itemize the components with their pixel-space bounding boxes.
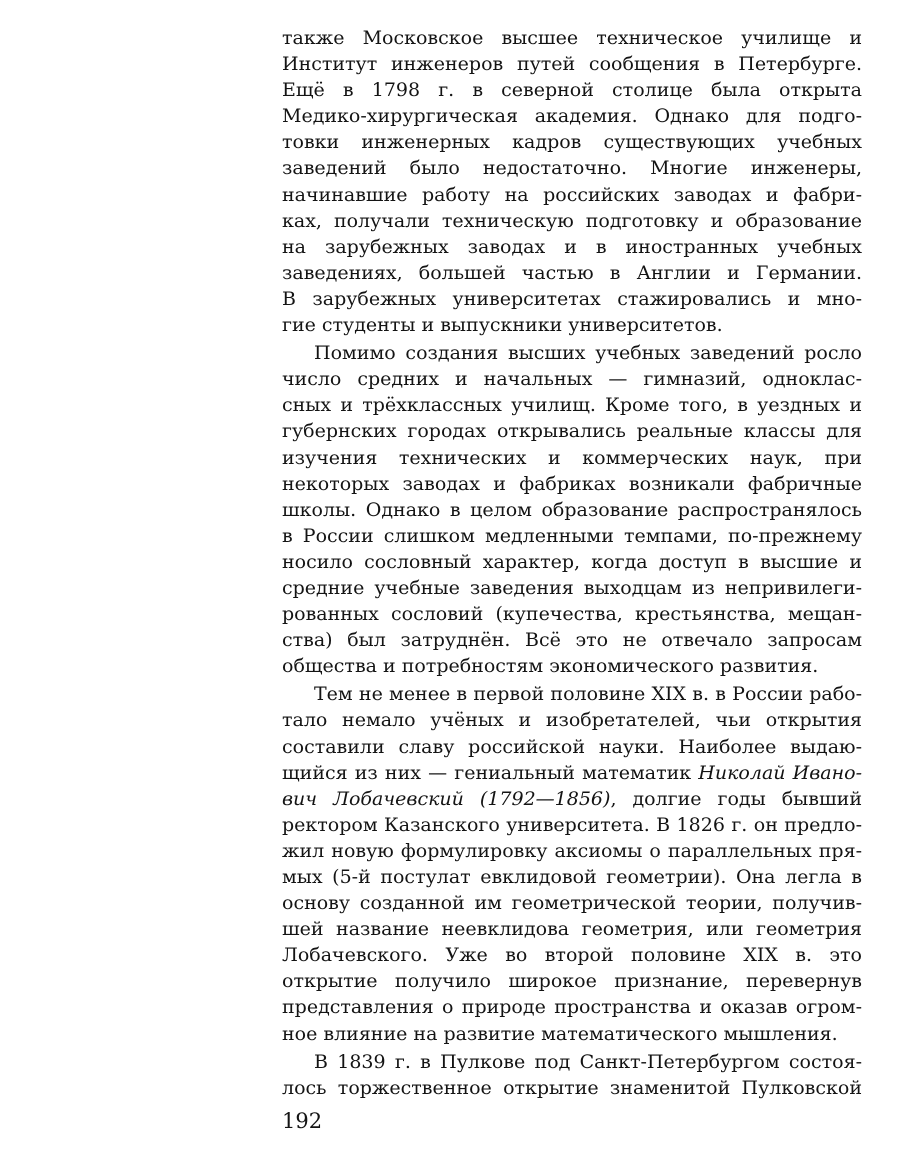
text-line: школы. Однако в целом образование распространялось	[282, 498, 862, 521]
person-name-italic: Николай Ивано-	[698, 761, 862, 784]
text-line: Ещё в 1798 г. в северной столице была открыта	[282, 79, 862, 102]
paragraph-4	[282, 1049, 862, 1101]
text-line: В 1839 г. в Пулкове под Санкт-Петербургом состоя-	[314, 1050, 862, 1073]
text-line: средние учебные заведения выходцам из непривилеги-	[282, 576, 862, 599]
text-line: мых (5-й постулат евклидовой геометрии). Она легла в	[282, 866, 862, 888]
text-line: носило сословный характер, когда доступ в высшие и	[282, 550, 862, 573]
text-line: Институт инженеров путей сообщения в Петербурге.	[282, 53, 862, 76]
text-line: на зарубежных заводах и в иностранных учебных	[282, 235, 862, 258]
text-line: представления о природе пространства и оказав огром-	[282, 996, 862, 1019]
text-line: Медико-хирургическая академия. Однако для подго-	[282, 105, 862, 128]
paragraph-3	[282, 681, 862, 1046]
text-line: общества и потребностям экономического развития.	[282, 655, 819, 678]
text-line: В зарубежных университетах стажировались и мно-	[282, 287, 862, 310]
text-line: тало немало учёных и изобретателей, чьи открытия	[282, 709, 862, 732]
text-fragment: щийся из них — гениальный математик	[282, 761, 699, 784]
text-line: составили славу российской науки. Наиболее выдаю-	[282, 735, 862, 758]
text-line: заведений было недостаточно. Многие инженеры,	[282, 157, 862, 180]
text-line: открытие получило широкое признание, перевернув	[282, 970, 862, 993]
text-line: губернских городах открывались реальные классы для	[282, 420, 862, 443]
text-line: шей название неевклидова геометрия, или геометрия	[282, 918, 862, 941]
text-line: ках, получали техническую подготовку и образование	[282, 209, 862, 232]
text-line: Помимо создания высших учебных заведений росло	[314, 342, 862, 365]
text-line: ства) был затруднён. Всё это не отвечало запросам	[282, 629, 862, 652]
text-line: основу созданной им геометрической теории, получив-	[282, 892, 862, 915]
paragraph-1	[282, 25, 862, 338]
text-line: число средних и начальных — гимназий, одноклас-	[282, 368, 862, 391]
text-line: рованных сословий (купечества, крестьянства, мещан-	[282, 603, 862, 626]
text-line: заведениях, большей частью в Англии и Германии.	[282, 261, 862, 284]
text-line: гие студенты и выпускники университетов.	[282, 314, 723, 337]
text-line: ное влияние на развитие математического мышления.	[282, 1022, 838, 1045]
text-line: сных и трёхклассных училищ. Кроме того, в уездных и	[282, 394, 862, 417]
text-line: жил новую формулировку аксиомы о параллельных пря-	[282, 839, 862, 862]
page-number: 192	[282, 1109, 323, 1133]
text-line: товки инженерных кадров существующих учебных	[282, 131, 862, 154]
paragraph-2	[282, 340, 862, 679]
text-line: некоторых заводах и фабриках возникали фабричные	[282, 472, 862, 495]
person-name-italic: вич Лобачевский (1792—1856)	[282, 787, 611, 810]
text-line: лось торжественное открытие знаменитой Пулковской	[282, 1076, 862, 1099]
page-text	[282, 25, 862, 1101]
text-line: изучения технических и коммерческих наук, при	[282, 446, 862, 469]
text-line: начинавшие работу на российских заводах и фабри-	[282, 183, 862, 206]
text-line: в России слишком медленными темпами, по-прежнему	[282, 524, 862, 547]
text-line: также Московское высшее техническое училище и	[282, 27, 862, 49]
text-line-with-name	[282, 760, 862, 786]
text-line-with-name	[282, 786, 862, 812]
text-line: Лобачевского. Уже во второй половине XIX в. это	[282, 944, 862, 967]
text-line: Тем не менее в первой половине XIX в. в России рабо-	[314, 683, 862, 706]
text-fragment: , долгие годы бывший	[610, 787, 862, 810]
text-line: ректором Казанского университета. В 1826 г. он предло-	[282, 813, 862, 836]
